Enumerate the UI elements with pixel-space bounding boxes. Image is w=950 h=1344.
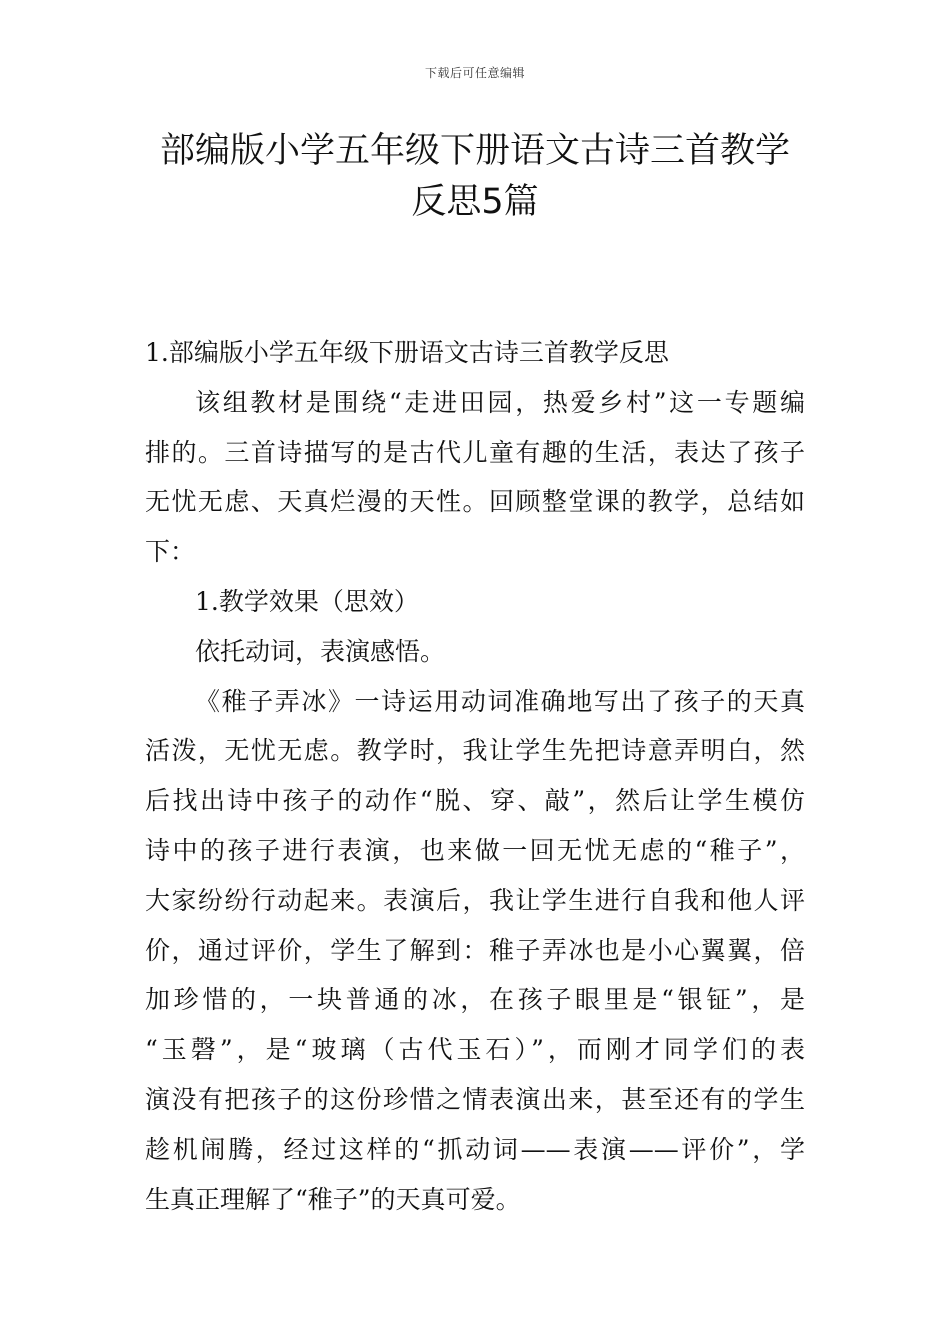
text-line: 1.部编版小学五年级下册语文古诗三首教学反思	[145, 338, 669, 367]
text-line: 演没有把孩子的这份珍惜之情表演出来，甚至还有的学生	[145, 1084, 805, 1114]
text-line: 排的。三首诗描写的是古代儿童有趣的生活，表达了孩子	[145, 437, 805, 467]
text-line: 价，通过评价，学生了解到：稚子弄冰也是小心翼翼，倍	[145, 935, 805, 965]
text-line: 后找出诗中孩子的动作“脱、穿、敲”，然后让学生模仿	[145, 786, 805, 816]
title-line-2: 反思5篇	[411, 182, 539, 222]
document-title	[120, 126, 830, 228]
text-line: 下：	[145, 537, 196, 567]
text-line: 趁机闹腾，经过这样的“抓动词——表演——评价”，学	[145, 1134, 805, 1164]
text-line: 《稚子弄冰》一诗运用动词准确地写出了孩子的天真	[195, 686, 805, 716]
document-body	[145, 328, 805, 1224]
text-line: 1.教学效果（思效）	[195, 586, 419, 616]
title-line-1: 部编版小学五年级下册语文古诗三首教学	[159, 131, 790, 171]
text-line: “玉磬”，是“玻璃（古代玉石）”，而刚才同学们的表	[145, 1035, 805, 1065]
text-line: 依托动词，表演感悟。	[195, 636, 446, 666]
text-line: 无忧无虑、天真烂漫的天性。回顾整堂课的教学，总结如	[145, 487, 805, 517]
text-line: 加珍惜的，一块普通的冰，在孩子眼里是“银钲”，是	[145, 985, 805, 1015]
text-line: 大家纷纷行动起来。表演后，我让学生进行自我和他人评	[145, 885, 805, 915]
text-line: 生真正理解了“稚子”的天真可爱。	[145, 1184, 521, 1214]
text-line: 活泼，无忧无虑。教学时，我让学生先把诗意弄明白，然	[145, 736, 805, 766]
text-line: 诗中的孩子进行表演，也来做一回无忧无虑的“稚子”，	[145, 835, 805, 865]
header-note: 下载后可任意编辑	[424, 66, 525, 80]
text-line: 该组教材是围绕“走进田园，热爱乡村”这一专题编	[195, 387, 805, 417]
